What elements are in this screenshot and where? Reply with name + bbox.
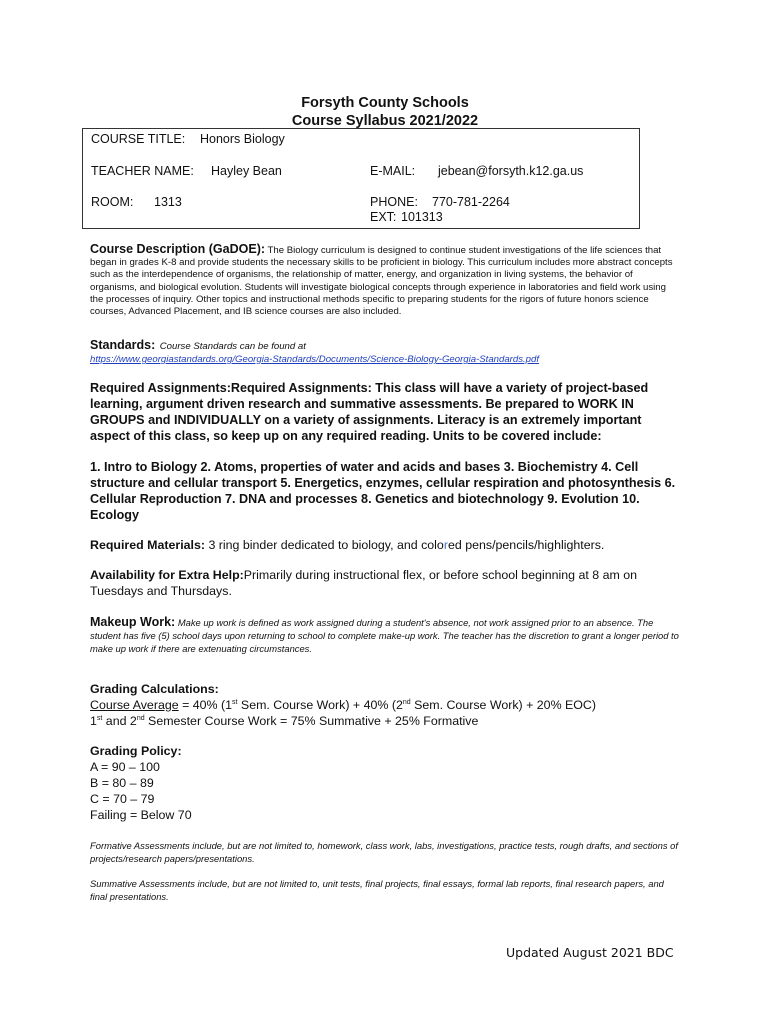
materials-text-before: 3 ring binder dedicated to biology, and — [208, 538, 422, 552]
calc-sup4: nd — [136, 714, 145, 722]
calc-sup1: st — [232, 698, 238, 706]
ext-value: 101313 — [401, 210, 443, 224]
materials-word-c: e — [447, 538, 455, 552]
makeup-work — [90, 616, 680, 655]
room-value: 1313 — [154, 195, 182, 209]
course-info-box — [82, 128, 640, 229]
grade-b: B = 80 – 89 — [90, 776, 154, 790]
course-description-heading: Course Description (GaDOE): — [90, 242, 266, 256]
course-title-label: COURSE TITLE: — [91, 132, 186, 146]
extra-help-heading: Availability for Extra Help: — [90, 568, 244, 582]
extra-help-text: Primarily during instructional flex, or before school beginning at 8 am on Tuesdays and Thursdays. — [90, 568, 638, 598]
materials-text-after: pens/pencils/highlighters. — [461, 538, 605, 552]
units-list: 1. Intro to Biology 2. Atoms, properties of water and acids and bases 3. Biochemistry 4. Cell structure and cellular transport 5. Energetics, enzymes, cellular respiration and photosynthesis 6. Cellular Reproduction 7. DNA and processes 8. Genetics and biotechnology 9. Evolution 10. Ecology — [90, 460, 676, 522]
ext-label: EXT: — [370, 210, 397, 224]
calc-line1-a: = 40% (1 — [178, 698, 233, 712]
grade-a: A = 90 – 100 — [90, 760, 160, 774]
required-assignments: Required Assignments:Required Assignments: This class will have a variety of project-based learning, argument driven research and summative assessments. Be prepared to WORK IN GROUPS and INDIVIDUALLY on a variety of assignments. Literacy is an extremely important aspect of this class, so keep up on any required reading. Units to be covered include: — [90, 381, 649, 443]
course-description-text: The Biology curriculum is designed to continue student investigations of the life sciences that began in grades K-8 and provide students the necessary skills to be proficient in biology. This curriculum includes more abstract concepts such as the interdependence of organisms, the relationship of matter, energy, and organization in living systems, the behavior of organisms, and biological evolution. Students will investigate biological concepts through experience in laboratories and field work using the processes of inquiry. Other topics and instructional methods specific to preparing students for the rigors of future honors science courses, Advanced Placement, and IB science courses are also included. — [90, 245, 673, 318]
materials-heading: Required Materials: — [90, 538, 205, 552]
syllabus-title: Course Syllabus 2021/2022 — [291, 113, 479, 129]
room-label: ROOM: — [91, 195, 134, 209]
makeup-heading: Makeup Work: — [90, 615, 176, 629]
standards-link[interactable]: https://www.georgiastandards.org/Georgia-Standards/Documents/Science-Biology-Georgia-Standards.pdf — [90, 354, 540, 365]
grade-failing: Failing = Below 70 — [90, 808, 192, 822]
phone-value: 770-781-2264 — [432, 195, 510, 209]
calc-line1-c: Sem. Course Work) + 20% EOC) — [410, 698, 597, 712]
standards-text: Course Standards can be found at — [159, 341, 306, 352]
makeup-text: Make up work is defined as work assigned during a student's absence, not work assigned prior to an absence. The student has five (5) school days upon returning to school to complete make-up work. The teacher has the discretion to grant a longer period to make up work if there are extenuating circumstances. — [90, 617, 679, 654]
extra-help — [90, 567, 680, 599]
grading-policy-heading: Grading Policy: — [90, 744, 182, 758]
course-title-value: Honors Biology — [200, 132, 285, 146]
calc-line2-a: 1 — [90, 714, 97, 728]
grading-calc-heading: Grading Calculations: — [90, 682, 219, 696]
grading-calc-line1 — [90, 697, 680, 713]
materials-word-a: colo — [421, 538, 444, 552]
grading-policy — [90, 743, 680, 823]
formative-note: Formative Assessments include, but are not limited to, homework, class work, labs, investigations, practice tests, rough drafts, and sections of projects/research papers/presentations. — [90, 840, 678, 864]
teacher-value: Hayley Bean — [211, 164, 282, 178]
required-materials — [90, 537, 680, 553]
calc-line2-b: and 2 — [102, 714, 137, 728]
calc-sup3: st — [96, 714, 103, 722]
updated-footer: Updated August 2021 BDC — [506, 945, 674, 960]
standards-section — [90, 336, 680, 365]
standards-heading: Standards: — [90, 338, 156, 352]
course-description — [90, 243, 680, 318]
teacher-label: TEACHER NAME: — [91, 164, 194, 178]
calc-line2-c: Semester Course Work = 75% Summative + 25% Formative — [144, 714, 479, 728]
grading-calculations — [90, 681, 680, 729]
email-label: E-MAIL: — [370, 164, 416, 178]
materials-word-b: r — [443, 538, 448, 552]
summative-note: Summative Assessments include, but are not limited to, unit tests, final projects, final essays, formal lab reports, final research papers, and final presentations. — [90, 878, 664, 902]
calc-line1-b: Sem. Course Work) + 40% (2 — [237, 698, 403, 712]
grade-c: C = 70 – 79 — [90, 792, 155, 806]
email-value: jebean@forsyth.k12.ga.us — [438, 164, 584, 178]
school-name: Forsyth County Schools — [301, 95, 469, 111]
grading-calc-line2 — [90, 713, 680, 729]
phone-label: PHONE: — [370, 195, 418, 209]
course-average-label: Course Average — [90, 698, 179, 712]
materials-word-d: d — [454, 538, 462, 552]
calc-sup2: nd — [402, 698, 411, 706]
